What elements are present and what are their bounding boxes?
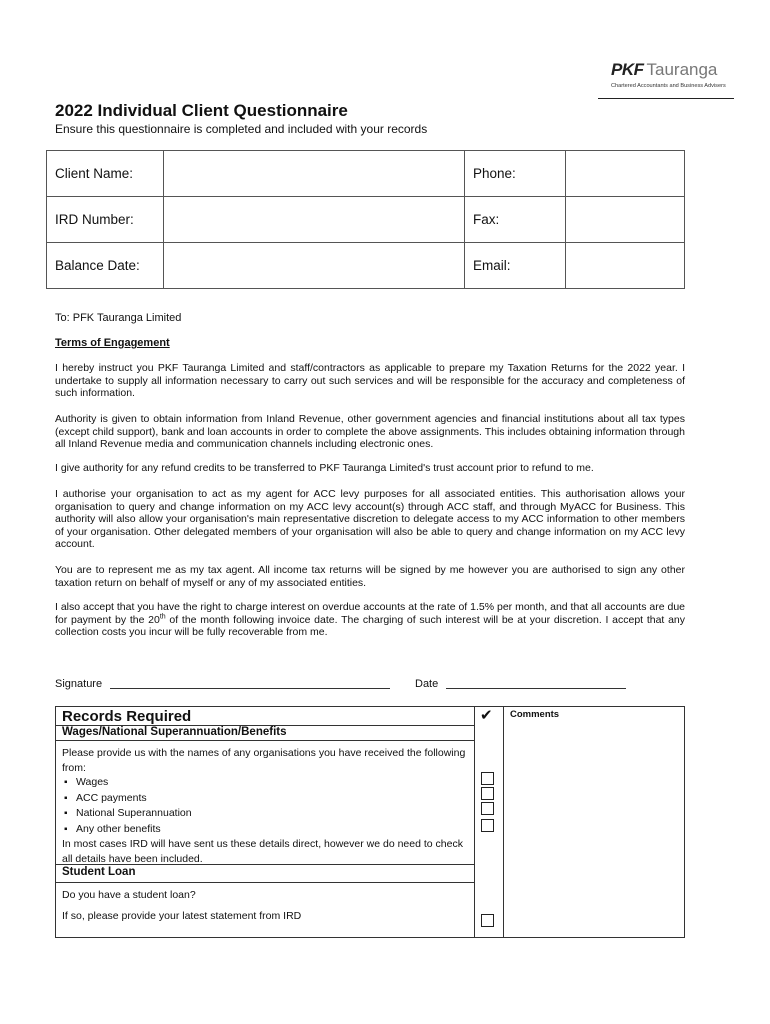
terms-paragraph-instruction: I hereby instruct you PKF Tauranga Limited and staff/contractors as applicable to prepare my Taxation Returns for the 2022 year. I undertake to supply all information necessary to carry out such services and will be responsible for the accuracy and completeness of such information. [55,362,685,399]
list-item: ▪ Wages [62,775,467,791]
column-divider [503,707,504,937]
wages-list [62,775,467,837]
email-label: Email: [465,243,566,289]
phone-field[interactable] [566,151,685,197]
wages-intro: Please provide us with the names of any organisations you have received the following from: [62,747,466,774]
terms-paragraph-acc: I authorise your organisation to act as my agent for ACC levy purposes for all associated entities. This authorisation allows your organisation to query and change information on my ACC levy account(s) through ACC staff, and through MyACC for Business. This authority will also allow your organisation's main representative discretion to delegate access to my ACC information to other members of your organisation. Other delegated members of your organisation will also be able to query and change information on my ACC levy account. [55,488,685,550]
logo-name: Tauranga [646,60,718,79]
wages-checkbox[interactable] [481,772,494,785]
list-item: ▪ Any other benefits [62,822,467,838]
signature-line[interactable] [110,688,390,689]
column-divider [474,707,475,937]
terms-paragraph-tax-agent: You are to represent me as my tax agent. All income tax returns will be signed by me however you are authorised to sign any other taxation return on behalf of myself or any of my associated entities. [55,564,685,589]
balance-date-field[interactable] [164,243,465,289]
date-label: Date [415,678,439,690]
client-details-table [46,150,685,289]
row-divider [56,882,474,883]
list-item: ▪ ACC payments [62,791,467,807]
national-superannuation-checkbox[interactable] [481,802,494,815]
ird-number-label: IRD Number: [47,197,164,243]
interest-text-a: I also accept that you have the right to charge interest on overdue accounts at the rate of 1.5% per month, and that all accounts are due for payment by the 20 [55,601,685,626]
phone-label: Phone: [465,151,566,197]
acc-payments-checkbox[interactable] [481,787,494,800]
student-loan-checkbox[interactable] [481,914,494,927]
row-divider [56,864,474,865]
row-divider [56,740,474,741]
email-field[interactable] [566,243,685,289]
client-name-field[interactable] [164,151,465,197]
page-title: 2022 Individual Client Questionnaire [55,101,348,120]
client-name-label: Client Name: [47,151,164,197]
signature-label: Signature [55,678,103,690]
terms-paragraph-refund: I give authority for any refund credits to be transferred to PKF Tauranga Limited's trust account prior to refund to me. [55,462,594,474]
addressee: To: PFK Tauranga Limited [55,312,182,324]
wages-note: In most cases IRD will have sent us these details direct, however we do need to check all details have been included. [62,838,463,865]
records-title: Records Required [62,708,192,725]
signature-row [55,678,390,690]
date-line[interactable] [446,688,626,689]
page-subtitle: Ensure this questionnaire is completed and included with your records [55,122,428,136]
interest-text-b: of the month following invoice date. The charging of such interest will be at your discretion. I accept that any collection costs you incur will be fully recoverable from me. [55,613,685,638]
company-logo [611,60,735,89]
fax-field[interactable] [566,197,685,243]
ird-number-field[interactable] [164,197,465,243]
terms-heading: Terms of Engagement [55,337,170,349]
student-loan-question: Do you have a student loan? [62,889,196,901]
checkmark-icon: ✔ [480,707,493,724]
list-item: ▪ National Superannuation [62,806,467,822]
logo-tagline: Chartered Accountants and Business Advisers [611,83,726,89]
fax-label: Fax: [465,197,566,243]
balance-date-label: Balance Date: [47,243,164,289]
records-required-table [55,706,685,938]
terms-paragraph-interest [55,601,685,639]
logo-divider [598,98,734,99]
date-row [415,678,626,690]
comments-header: Comments [510,709,560,720]
terms-paragraph-authority: Authority is given to obtain information from Inland Revenue, other government agencies and financial institutions about all tax types (except child support), bank and loan accounts in order to complete the above assignments. This includes obtaining information through all Inland Revenue media and communication channels including electronic ones. [55,413,685,450]
student-loan-heading: Student Loan [62,866,136,878]
wages-section [62,746,467,866]
interest-superscript: th [159,613,166,620]
student-loan-instruction: If so, please provide your latest statement from IRD [62,910,302,922]
wages-heading: Wages/National Superannuation/Benefits [62,726,287,738]
logo-brand: PKF [611,60,644,79]
other-benefits-checkbox[interactable] [481,819,494,832]
